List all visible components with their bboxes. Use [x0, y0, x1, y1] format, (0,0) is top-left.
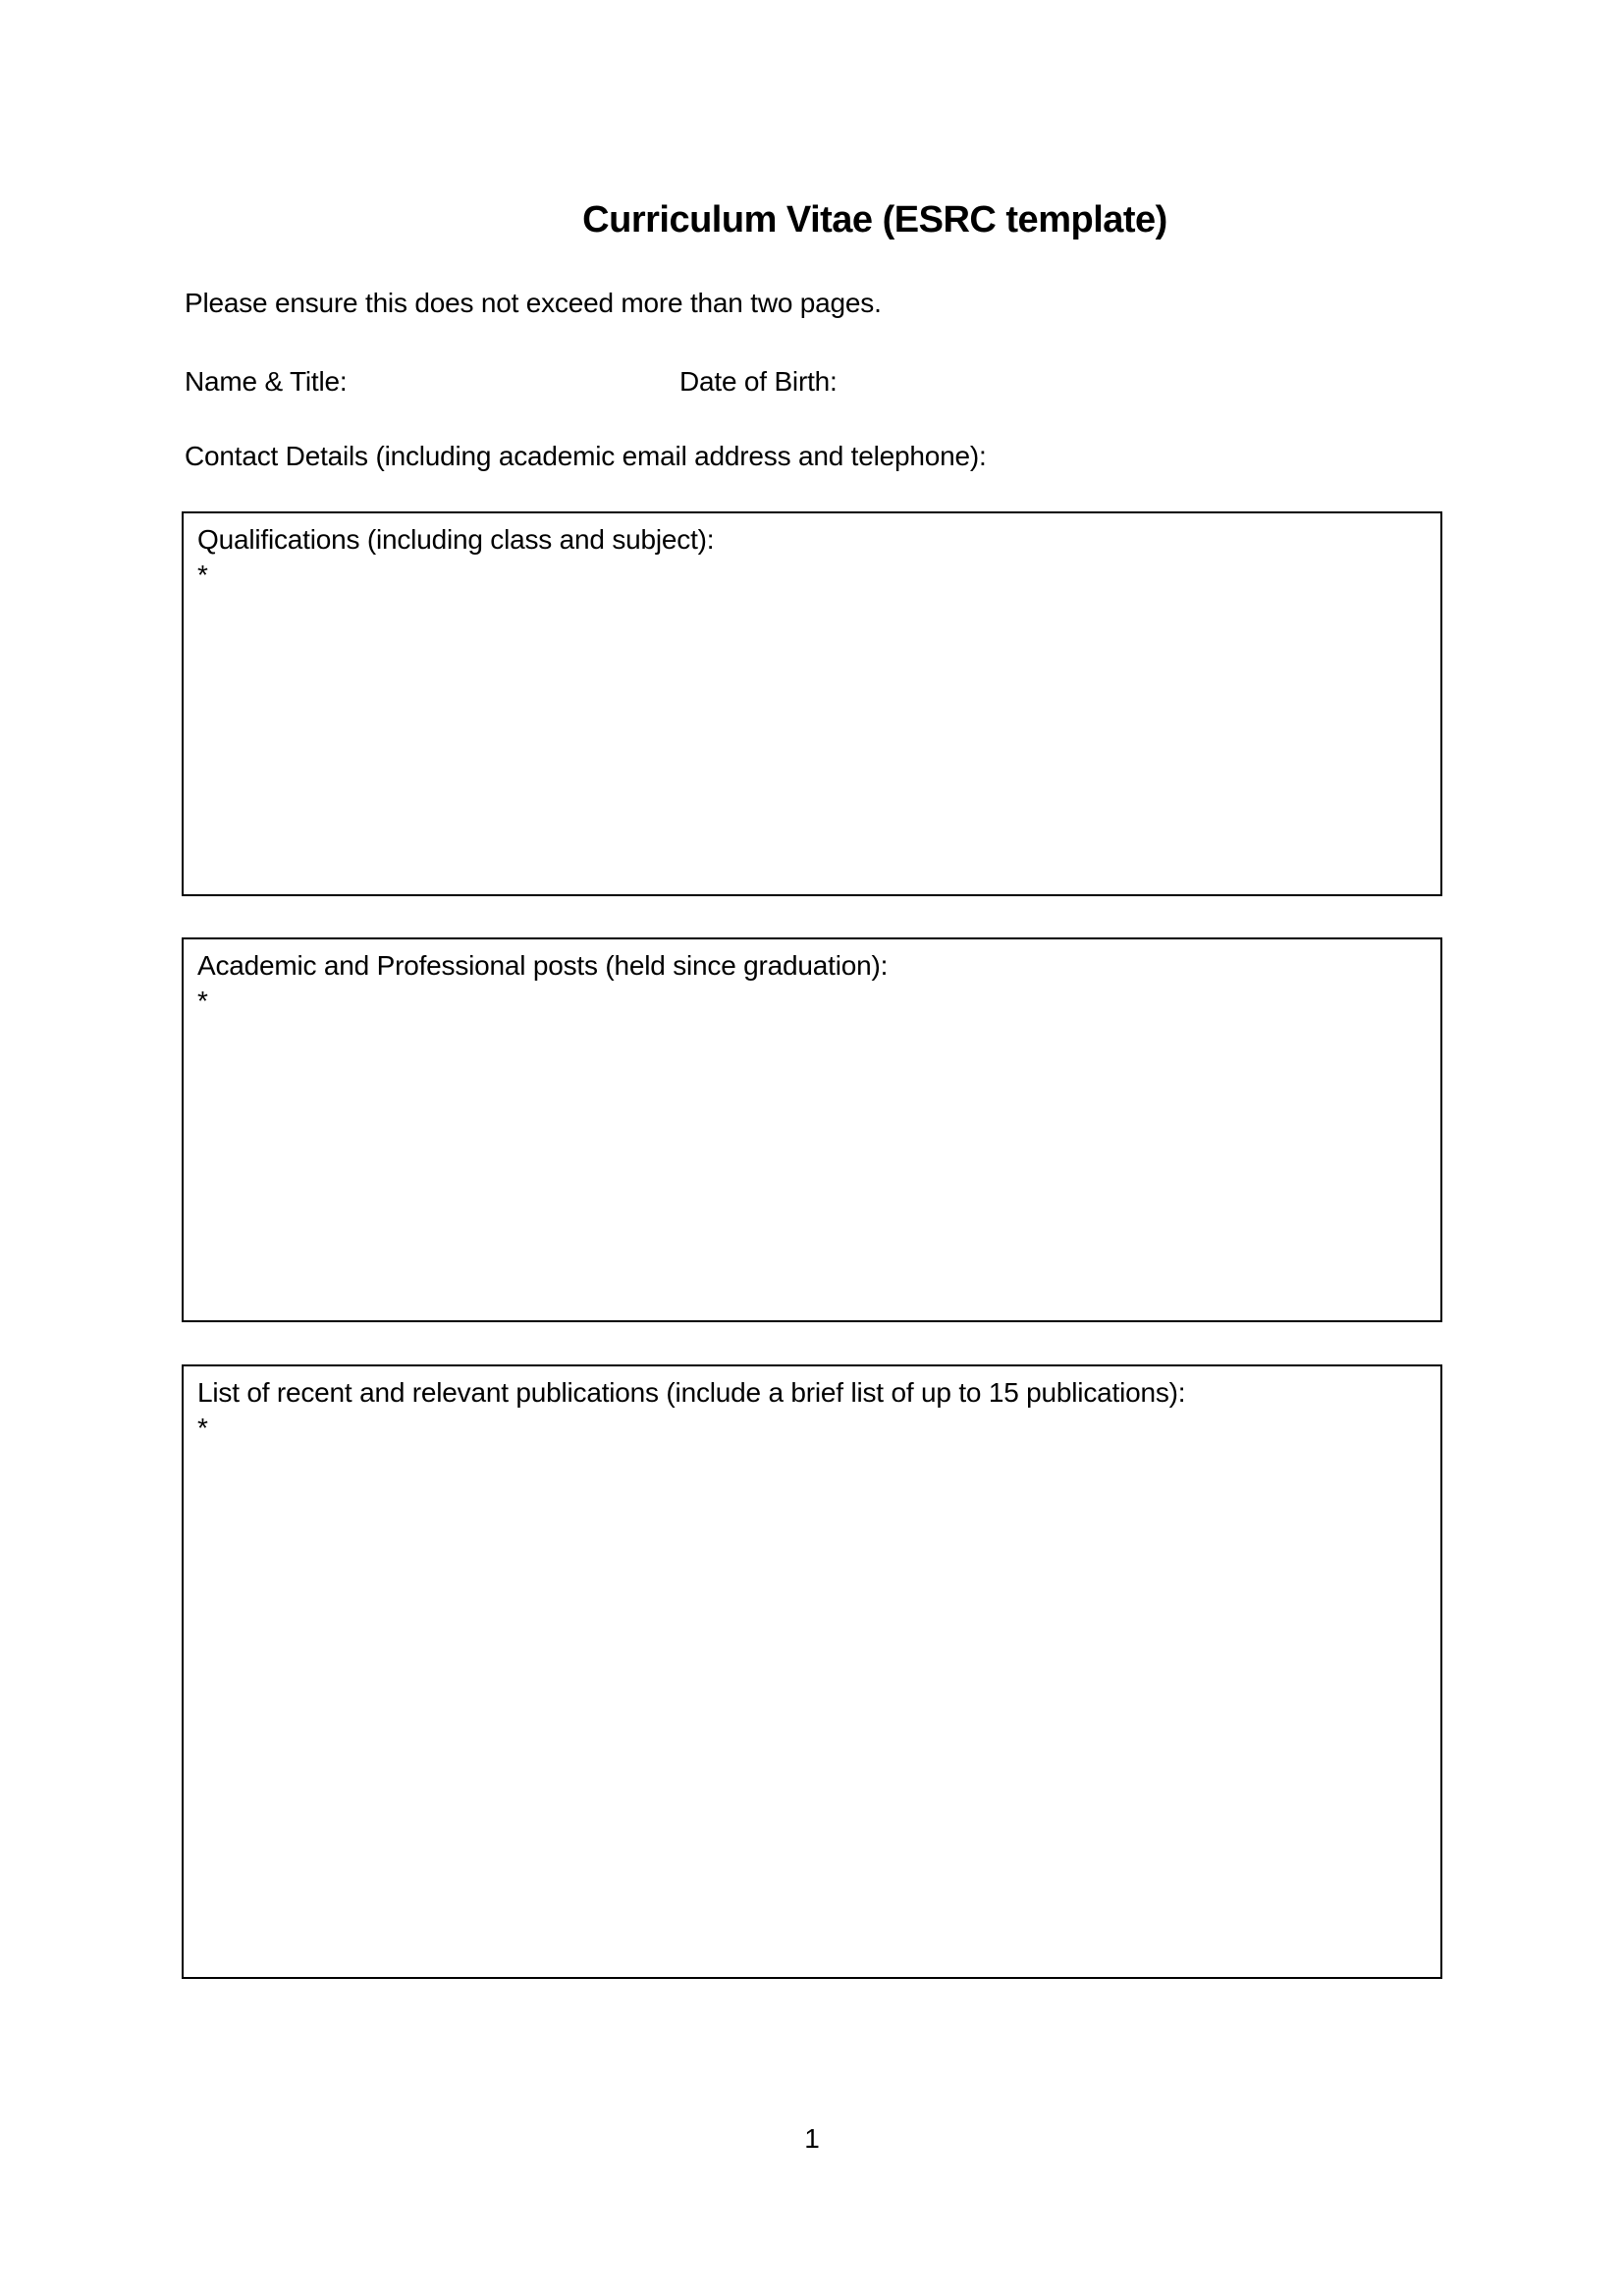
date-of-birth-label: Date of Birth:	[679, 366, 838, 397]
asterisk-placeholder: *	[197, 1413, 208, 1443]
academic-posts-box-label: Academic and Professional posts (held since graduation):	[197, 950, 889, 981]
qualifications-box-label: Qualifications (including class and subject):	[197, 524, 715, 555]
contact-details-label: Contact Details (including academic email address and telephone):	[185, 441, 987, 471]
page-number: 1	[804, 2123, 820, 2154]
qualifications-box[interactable]	[182, 511, 1442, 896]
asterisk-placeholder: *	[197, 986, 208, 1016]
name-title-label: Name & Title:	[185, 366, 348, 397]
publications-box[interactable]	[182, 1364, 1442, 1979]
name-dob-row	[185, 365, 838, 399]
publications-box-label: List of recent and relevant publications (include a brief list of up to 15 publications):	[197, 1377, 1186, 1408]
instruction-text: Please ensure this does not exceed more than two pages.	[185, 288, 882, 318]
document-title: Curriculum Vitae (ESRC template)	[582, 199, 1167, 240]
asterisk-placeholder: *	[197, 560, 208, 590]
academic-posts-box[interactable]	[182, 937, 1442, 1322]
